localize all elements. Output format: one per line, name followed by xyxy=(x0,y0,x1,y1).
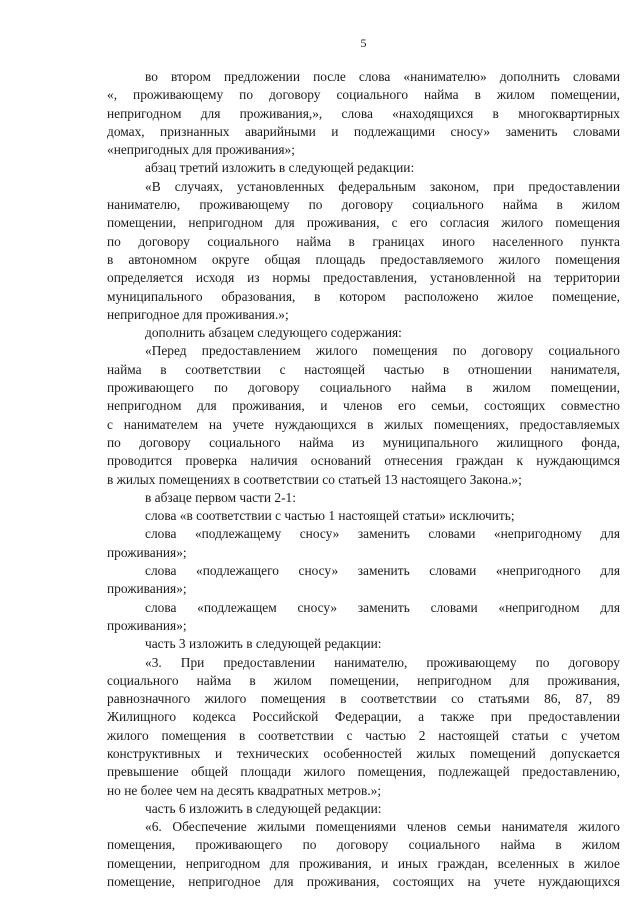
text-line: слова «подлежащему сносу» заменить словами «непригодному для xyxy=(145,526,620,542)
text-line: помещении, непригодном для проживания, с его согласия жилого помещения xyxy=(107,215,620,231)
text-line: «В случаях, установленных федеральным законом, при предоставлении xyxy=(145,178,620,194)
text-line: проживания»; xyxy=(107,581,187,597)
text-line: проводится проверка наличия оснований отнесения граждан к нуждающимся xyxy=(107,453,620,469)
text-line: помещение, непригодное для проживания, состоящих на учете нуждающихся xyxy=(107,874,620,890)
text-line: дополнить абзацем следующего содержания: xyxy=(145,325,402,341)
text-line: слова «в соответствии с частью 1 настоящей статьи» исключить; xyxy=(145,508,515,524)
document-body xyxy=(107,68,620,891)
text-line: по договору социального найма из муниципального жилищного фонда, xyxy=(107,434,620,450)
text-line: слова «подлежащего сносу» заменить словами «непригодного для xyxy=(145,563,620,579)
text-line: слова «подлежащем сносу» заменить словами «непригодном для xyxy=(145,599,620,615)
text-line: проживания»; xyxy=(107,617,187,633)
text-line: непригодном для проживания, и членов его семьи, состоящих совместно xyxy=(107,398,620,414)
text-line: проживающего по договору социального найма в жилом помещении, xyxy=(107,380,620,396)
text-line: «, проживающему по договору социального найма в жилом помещении, xyxy=(107,87,620,103)
text-line: найма в соответствии с настоящей частью в отношении нанимателя, xyxy=(107,361,620,377)
text-line: но не более чем на десять квадратных метров.»; xyxy=(107,782,382,798)
text-line: определяется исходя из нормы предоставления, установленной на территории xyxy=(107,270,620,286)
text-line: в жилых помещениях в соответствии со статьей 13 настоящего Закона.»; xyxy=(107,471,522,487)
text-line: «Перед предоставлением жилого помещения по договору социального xyxy=(145,343,620,359)
text-line: помещении, непригодном для проживания, и иных граждан, вселенных в жилое xyxy=(107,855,620,871)
text-line: муниципального образования, в котором расположено жилое помещение, xyxy=(107,288,620,304)
text-line: помещения, проживающего по договору социального найма в жилом xyxy=(107,837,620,853)
text-line: во втором предложении после слова «нанимателю» дополнить словами xyxy=(145,69,620,84)
text-line: Жилищного кодекса Российской Федерации, а также при предоставлении xyxy=(107,709,620,725)
text-line: по договору социального найма в границах иного населенного пункта xyxy=(107,233,620,249)
text-line: проживания»; xyxy=(107,544,187,560)
text-line: «6. Обеспечение жилыми помещениями членов семьи нанимателя жилого xyxy=(145,819,620,835)
text-line: часть 3 изложить в следующей редакции: xyxy=(145,636,382,652)
text-line: домах, признанных аварийными и подлежащими сносу» заменить словами xyxy=(107,123,620,139)
text-line: часть 6 изложить в следующей редакции: xyxy=(145,800,382,816)
text-line: нанимателю, проживающему по договору социального найма в жилом xyxy=(107,197,620,213)
text-line: в автономном округе общая площадь предоставляемого жилого помещения xyxy=(107,251,620,267)
text-line: в абзаце первом части 2-1: xyxy=(145,489,296,505)
text-line: непригодное для проживания.»; xyxy=(107,306,289,322)
text-line: равнозначного жилого помещения в соответствии со статьями 86, 87, 89 xyxy=(107,691,620,707)
page-number: 5 xyxy=(360,36,367,50)
text-line: конструктивных и технических особенностей жилых помещений допускается xyxy=(107,745,620,761)
text-line: превышение общей площади жилого помещения, подлежащей предоставлению, xyxy=(107,764,620,780)
text-line: с нанимателем на учете нуждающихся в жилых помещениях, предоставляемых xyxy=(107,416,620,432)
text-line: «3. При предоставлении нанимателю, проживающему по договору xyxy=(145,654,620,670)
text-line: социального найма в жилом помещении, непригодном для проживания, xyxy=(107,672,620,688)
text-line: жилого помещения в соответствии с частью 2 настоящей статьи с учетом xyxy=(107,727,620,743)
text-line: «непригодных для проживания»; xyxy=(107,142,295,158)
text-line: абзац третий изложить в следующей редакции: xyxy=(145,160,415,176)
text-line: непригодном для проживания,», слова «находящихся в многоквартирных xyxy=(107,105,620,121)
